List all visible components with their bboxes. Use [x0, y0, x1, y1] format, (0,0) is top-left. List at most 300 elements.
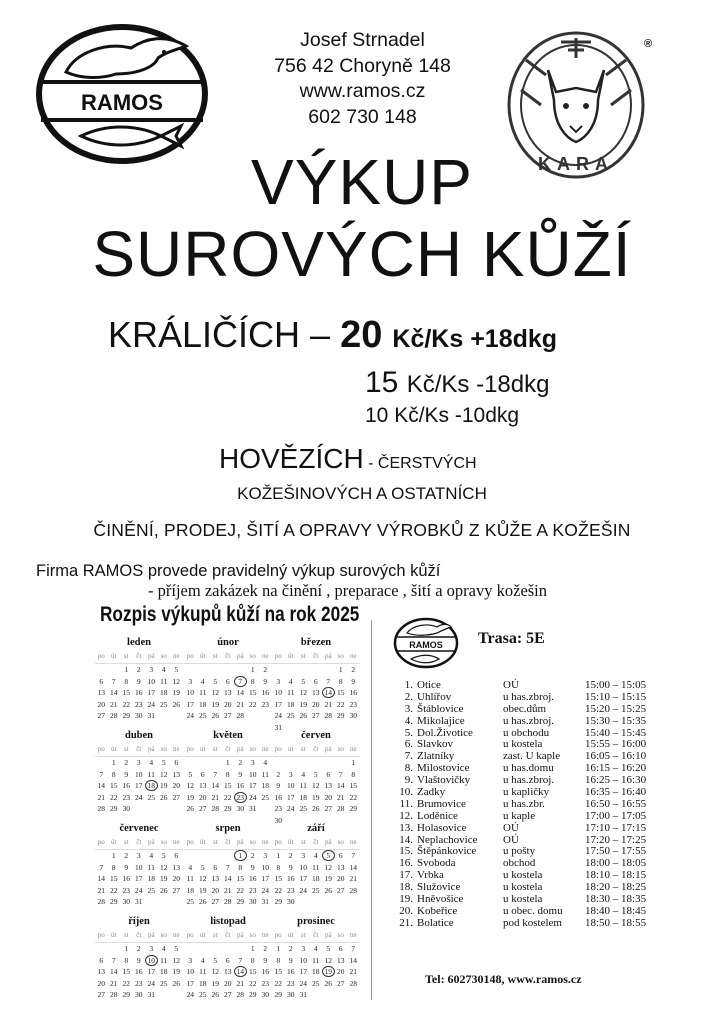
weekday-header [95, 650, 183, 664]
calendar-week [184, 780, 272, 792]
calendar-day: 28 [324, 711, 332, 720]
calendar-day: 22 [349, 792, 357, 802]
calendar-day: 12 [186, 781, 194, 790]
calendar-week [95, 955, 183, 967]
calendar-empty [347, 989, 360, 1001]
calendar-day: 26 [211, 990, 219, 999]
stop-place: Hněvošice [417, 893, 464, 906]
calendar-day: 24 [186, 990, 194, 999]
calendar-day: 24 [147, 978, 155, 988]
stop-number: 5. [404, 726, 413, 739]
weekday-label: út [111, 931, 117, 939]
weekday-label: so [160, 931, 167, 939]
calendar-day: 19 [186, 792, 194, 802]
calendar-day-highlighted: 1 [234, 850, 247, 861]
calendar-week [272, 955, 360, 967]
calendar-day: 7 [111, 955, 116, 965]
stop-place: Mikolajice [417, 714, 465, 727]
weekday-label: pá [236, 745, 244, 753]
calendar-day: 7 [99, 862, 104, 872]
calendar-day: 21 [224, 885, 232, 895]
calendar-day: 4 [149, 851, 154, 860]
calendar-day: 4 [200, 955, 205, 965]
calendar-day: 9 [263, 676, 268, 686]
calendar-day: 13 [172, 769, 180, 779]
calendar-week [272, 978, 360, 990]
stop-time: 15:55 – 16:00 [585, 738, 647, 751]
stop-number: 18. [399, 881, 413, 894]
weekday-header [272, 650, 360, 664]
stop-place: Bolatice [417, 916, 454, 929]
calendar-week [95, 966, 183, 978]
calendar-day: 24 [147, 699, 155, 709]
weekday-header [184, 743, 272, 757]
calendar-empty [335, 757, 348, 769]
calendar-day: 9 [136, 955, 141, 965]
calendar-week [95, 989, 183, 1001]
calendar-day: 16 [135, 688, 143, 697]
calendar-day: 10 [274, 688, 282, 697]
calendar-day: 2 [250, 851, 255, 860]
price-10: 10 Kč/Ks -10dkg [365, 404, 520, 427]
weekday-label: ne [261, 652, 269, 660]
weekday-header [184, 650, 272, 664]
calendar-day: 21 [337, 792, 345, 802]
calendar-day: 3 [276, 676, 281, 686]
calendar-month [95, 729, 183, 815]
calendar-day: 11 [299, 781, 307, 790]
weekday-header [95, 836, 183, 850]
weekday-label: čt [225, 931, 231, 939]
stop-place: Neplachovice [417, 833, 478, 846]
calendar-empty [259, 710, 272, 722]
calendar-day: 10 [261, 862, 269, 872]
calendar-day: 26 [186, 804, 194, 813]
calendar-day: 7 [238, 955, 243, 965]
calendar-week [95, 676, 183, 688]
weekday-label: čt [313, 838, 319, 846]
calendar-day: 20 [172, 874, 180, 883]
calendar-day: 7 [351, 944, 356, 953]
calendar-day: 24 [186, 711, 194, 720]
calendar-empty [285, 757, 298, 769]
weekday-header [272, 929, 360, 943]
calendar-day-highlighted: 5 [322, 850, 335, 861]
stop-number: 21. [399, 916, 413, 929]
weekday-label: po [274, 931, 282, 939]
month-name: duben [124, 730, 154, 741]
calendar-day: 23 [287, 978, 295, 988]
calendar-day: 19 [172, 688, 180, 697]
ramos-small-logo-text: RAMOS [409, 640, 443, 650]
calendar-week [184, 769, 272, 781]
calendar-day: 11 [160, 955, 168, 965]
calendar-day: 4 [149, 758, 154, 767]
stop-time: 17:00 – 17:05 [585, 809, 647, 822]
stop-time: 15:40 – 15:45 [585, 726, 647, 739]
calendar-empty [272, 664, 285, 676]
kral-unit: Kč/Ks +18dkg [392, 325, 558, 353]
calendar-day: 22 [249, 699, 257, 709]
weekday-label: so [160, 838, 167, 846]
stop-number: 8. [404, 762, 413, 775]
calendar-day: 6 [225, 955, 230, 965]
weekday-label: st [212, 931, 218, 939]
calendar-day: 15 [337, 688, 345, 697]
calendar-day: 2 [136, 665, 141, 674]
calendar-day: 9 [263, 955, 268, 965]
calendar-day: 13 [97, 967, 105, 976]
calendar-day: 25 [312, 978, 320, 988]
calendar-day: 19 [160, 874, 168, 883]
weekday-label: út [200, 931, 206, 939]
stop-number: 17. [399, 869, 413, 882]
calendar-day-highlighted: 7 [234, 676, 247, 687]
calendar-week [95, 664, 183, 676]
calendar-day: 7 [326, 676, 331, 686]
weekday-label: st [123, 931, 129, 939]
calendar-day: 13 [324, 781, 332, 790]
calendar-day: 1 [276, 944, 281, 953]
calendar-day: 11 [147, 769, 155, 779]
kara-logo-text: KARA [538, 154, 614, 174]
calendar-day: 17 [249, 781, 257, 790]
stop-number: 1. [404, 679, 413, 691]
calendar-day: 30 [349, 711, 357, 720]
calendar-week [184, 862, 272, 874]
weekday-label: po [97, 838, 105, 846]
calendar-empty [158, 803, 171, 815]
stop-place: Štěpánkovice [417, 845, 477, 858]
calendar-day: 31 [249, 804, 257, 813]
calendar-day: 5 [301, 676, 306, 686]
stop-number: 13. [399, 821, 413, 834]
stop-place: Vrbka [417, 869, 444, 882]
month-name: říjen [128, 916, 150, 927]
stop-time: 18:50 – 18:55 [585, 916, 647, 929]
calendar-day: 9 [124, 769, 129, 779]
calendar-day: 30 [274, 815, 282, 825]
calendar-day: 1 [225, 758, 230, 767]
calendar-day: 17 [135, 781, 143, 790]
calendar-day: 20 [97, 699, 105, 709]
stop-location: u kaple [503, 809, 536, 822]
calendar-empty [158, 710, 171, 722]
stop-time: 15:00 – 15:05 [585, 679, 647, 691]
weekday-label: po [97, 652, 105, 660]
calendar-day: 18 [186, 885, 194, 895]
calendar-week [184, 664, 272, 676]
calendar-day: 8 [338, 676, 343, 686]
calendar-day: 11 [147, 862, 155, 872]
calendar-week [272, 757, 360, 769]
calendar-day: 2 [263, 944, 268, 953]
calendar-empty [259, 803, 272, 815]
calendar-day: 20 [211, 885, 219, 895]
calendar-empty [297, 757, 310, 769]
weekday-label: st [123, 838, 129, 846]
weekday-label: st [212, 838, 218, 846]
calendar-week [184, 966, 272, 978]
calendar-day: 21 [349, 874, 357, 883]
calendar-day: 28 [236, 990, 244, 999]
calendar-week [184, 873, 272, 885]
contact-block [245, 28, 480, 130]
ramos-logo-text: RAMOS [81, 90, 163, 115]
calendar-day: 6 [200, 769, 205, 779]
calendar-day: 26 [172, 699, 180, 709]
calendar-day: 15 [110, 781, 118, 790]
calendar-empty [145, 803, 158, 815]
calendar-empty [184, 664, 197, 676]
calendar-day: 17 [299, 874, 307, 883]
hovezi-line [219, 443, 477, 475]
stop-number: 14. [399, 833, 413, 846]
calendar-day: 19 [172, 967, 180, 976]
calendar-month [184, 915, 272, 1001]
stop-location: OÚ [503, 679, 519, 691]
calendar-day-highlighted: 14 [322, 687, 335, 698]
calendar-empty [184, 943, 197, 955]
month-name: květen [213, 730, 243, 741]
calendar-day-highlighted: 18 [145, 780, 158, 791]
stop-number: 3. [404, 702, 413, 715]
stop-location: u obec. domu [503, 904, 563, 917]
calendar-day: 24 [299, 978, 307, 988]
calendar-day: 25 [287, 711, 295, 720]
calendar-week [272, 664, 360, 676]
calendar-day: 29 [274, 897, 282, 906]
calendar-week [95, 780, 183, 792]
stop-location: u has.zbroj. [503, 690, 555, 703]
registered-mark: ® [644, 38, 653, 50]
calendar-empty [247, 710, 260, 722]
weekday-header [95, 743, 183, 757]
route-row [388, 823, 675, 835]
stop-location: OÚ [503, 833, 519, 846]
stop-time: 15:10 – 15:15 [585, 690, 647, 703]
calendar-day: 27 [97, 990, 105, 999]
weekday-label: pá [147, 838, 155, 846]
calendar-week [272, 873, 360, 885]
weekday-label: ne [349, 931, 357, 939]
stop-number: 16. [399, 857, 413, 870]
calendar-day: 16 [122, 874, 130, 883]
weekday-label: čt [313, 745, 319, 753]
calendar-week [184, 885, 272, 897]
calendar-day: 5 [200, 862, 205, 872]
calendar-week [184, 943, 272, 955]
calendar-day: 28 [337, 804, 345, 813]
calendar-day: 9 [250, 862, 255, 872]
calendar-day: 14 [97, 874, 105, 883]
stop-place: Holasovice [417, 821, 467, 834]
stop-location: u has.zbroj. [503, 774, 555, 787]
calendar-day: 10 [147, 676, 155, 686]
calendar-day: 3 [288, 769, 293, 779]
weekday-label: út [288, 931, 294, 939]
contact-web[interactable]: www.ramos.cz [299, 80, 426, 102]
calendar-day: 25 [199, 990, 207, 999]
calendar-day: 13 [211, 874, 219, 883]
weekday-label: út [200, 838, 206, 846]
weekday-header [184, 929, 272, 943]
calendar-empty [170, 803, 183, 815]
calendar-day: 29 [122, 990, 130, 999]
calendar-day: 1 [338, 665, 343, 674]
calendar-day: 5 [313, 769, 318, 779]
weekday-label: pá [324, 838, 332, 846]
calendar-day: 20 [224, 699, 232, 709]
calendar-week [95, 885, 183, 897]
calendar-day: 3 [301, 851, 306, 860]
stop-location: u kapličky [503, 786, 550, 799]
calendar-empty [209, 943, 222, 955]
calendar-empty [310, 896, 323, 908]
calendar-day: 9 [288, 955, 293, 965]
contact-phone: 602 730 148 [308, 105, 417, 128]
calendar-day: 11 [261, 769, 269, 779]
calendar-day: 15 [249, 967, 257, 976]
weekday-label: st [123, 745, 129, 753]
calendar-empty [322, 989, 335, 1001]
calendar-week [184, 757, 272, 769]
calendar-day: 17 [147, 967, 155, 976]
calendar-empty [95, 850, 108, 862]
calendar-day: 26 [160, 792, 168, 802]
calendar-day: 13 [312, 688, 320, 697]
route-row [388, 918, 675, 930]
calendar-day: 14 [110, 688, 118, 697]
calendar-day: 8 [111, 769, 116, 779]
calendar-week [272, 687, 360, 699]
calendar-day: 28 [349, 978, 357, 988]
calendar-day: 19 [211, 978, 219, 988]
calendar-day: 29 [110, 804, 118, 813]
route-row [388, 799, 675, 811]
calendar-empty [95, 943, 108, 955]
calendar-empty [322, 757, 335, 769]
stop-time: 18:30 – 18:35 [585, 893, 647, 906]
calendar-day: 17 [135, 874, 143, 883]
calendar-day: 9 [136, 676, 141, 686]
calendar-day: 19 [199, 885, 207, 895]
weekday-label: so [249, 745, 256, 753]
weekday-label: čt [313, 652, 319, 660]
calendar-month [272, 729, 360, 826]
stop-number: 12. [399, 809, 413, 822]
calendar-day: 21 [349, 967, 357, 976]
calendar-day: 22 [110, 792, 118, 802]
calendar-day: 2 [136, 944, 141, 953]
calendar-day: 3 [188, 676, 193, 686]
stop-number: 7. [404, 750, 413, 763]
calendar-day: 27 [172, 792, 180, 802]
calendar-day: 8 [351, 769, 356, 779]
calendar-week [95, 687, 183, 699]
calendar-day: 21 [97, 792, 105, 802]
calendar-day: 18 [160, 688, 168, 697]
calendar-day: 29 [249, 990, 257, 999]
weekday-label: ne [172, 931, 180, 939]
calendar-month [184, 822, 272, 908]
calendar-day: 16 [249, 874, 257, 883]
calendar-day: 23 [135, 699, 143, 709]
calendar-week [95, 792, 183, 804]
calendar-day: 13 [224, 688, 232, 697]
calendar-day: 28 [224, 897, 232, 906]
calendar-day: 4 [161, 944, 166, 953]
calendar-empty [347, 896, 360, 908]
calendar-day: 15 [274, 874, 282, 883]
calendar-day: 12 [299, 688, 307, 697]
stop-number: 4. [404, 714, 413, 727]
stop-time: 17:50 – 17:55 [585, 845, 647, 858]
calendar-day: 3 [263, 851, 268, 860]
calendar-day-highlighted: 10 [145, 955, 158, 966]
stop-number: 19. [399, 893, 413, 906]
calendar-empty [197, 850, 210, 862]
stop-time: 16:25 – 16:30 [585, 774, 647, 787]
calendar-day: 25 [147, 792, 155, 802]
calendar-day: 24 [135, 885, 143, 895]
calendar-empty [272, 757, 285, 769]
weekday-label: pá [324, 745, 332, 753]
calendar-day: 5 [326, 944, 331, 953]
calendar-day: 24 [249, 792, 257, 802]
calendar-day: 14 [349, 955, 357, 965]
weekday-label: po [274, 652, 282, 660]
weekday-label: pá [147, 931, 155, 939]
calendar-day: 12 [211, 967, 219, 976]
calendar-day: 18 [261, 781, 269, 790]
stop-place: Milostovice [417, 762, 470, 775]
ramos-logo [36, 24, 208, 164]
calendar-empty [197, 664, 210, 676]
weekday-label: pá [236, 652, 244, 660]
calendar-empty [322, 664, 335, 676]
calendar-week [272, 862, 360, 874]
calendar-day: 30 [135, 711, 143, 720]
calendar-day: 27 [324, 804, 332, 813]
stop-location: u kostela [503, 881, 543, 894]
calendar-day: 13 [337, 955, 345, 965]
weekday-label: čt [136, 838, 142, 846]
weekday-label: so [337, 745, 344, 753]
calendar-week [272, 989, 360, 1001]
calendar-day: 24 [261, 885, 269, 895]
weekday-label: so [249, 838, 256, 846]
calendar-day: 8 [238, 862, 243, 872]
calendar-day: 1 [124, 944, 129, 953]
calendar-empty [297, 664, 310, 676]
calendar-day: 9 [288, 862, 293, 872]
calendar-day: 27 [172, 885, 180, 895]
weekday-label: ne [261, 931, 269, 939]
calendar-day: 1 [111, 851, 116, 860]
p15-num: 15 [365, 366, 399, 399]
calendar-day: 8 [250, 676, 255, 686]
calendar-day: 26 [199, 897, 207, 906]
calendar-day: 29 [122, 711, 130, 720]
calendar-day: 25 [312, 885, 320, 895]
stop-location: u kostela [503, 893, 543, 906]
calendar-empty [335, 896, 348, 908]
weekday-label: so [337, 838, 344, 846]
calendar-day: 15 [349, 781, 357, 790]
calendar-month [272, 915, 360, 1001]
calendar-day: 1 [351, 758, 356, 767]
